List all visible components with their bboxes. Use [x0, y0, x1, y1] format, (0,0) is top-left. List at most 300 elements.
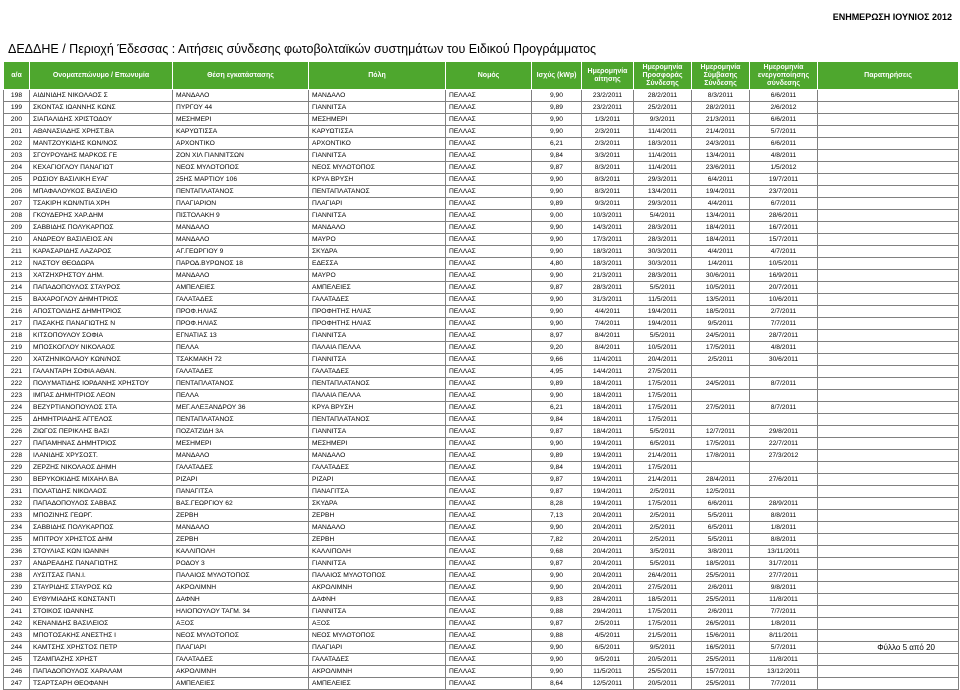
table-row — [4, 618, 959, 630]
table-cell: ΠΕΛΛΑΣ — [446, 138, 532, 150]
table-cell: ΠΑΠΑΔΟΠΟΥΛΟΣ ΧΑΡΑΛΑΜ — [30, 666, 173, 678]
table-cell — [818, 210, 959, 222]
table-cell: 7/4/2011 — [582, 318, 634, 330]
table-cell: ΠΕΛΛΑΣ — [446, 210, 532, 222]
table-cell: 27/5/2011 — [634, 582, 692, 594]
table-cell: 21/4/2011 — [634, 450, 692, 462]
table-cell: ΜΑΝΔΑΛΟ — [309, 222, 446, 234]
table-cell: 235 — [4, 534, 30, 546]
table-cell: 28/2/2011 — [692, 102, 750, 114]
table-cell — [818, 114, 959, 126]
table-row — [4, 282, 959, 294]
table-cell: 4,80 — [532, 258, 582, 270]
table-cell: 28/2/2011 — [634, 90, 692, 102]
table-cell: ΠΕΛΛΑΣ — [446, 222, 532, 234]
table-cell: 30/6/2011 — [692, 270, 750, 282]
table-cell: ΠΑΝΑΓΙΤΣΑ — [173, 486, 309, 498]
table-row — [4, 390, 959, 402]
table-cell: 6,21 — [532, 402, 582, 414]
table-cell: ΠΕΛΛΑΣ — [446, 342, 532, 354]
table-cell — [818, 330, 959, 342]
table-row — [4, 642, 959, 654]
table-cell: ΑΜΠΕΛΕΙΕΣ — [173, 282, 309, 294]
table-cell: 9,90 — [532, 246, 582, 258]
table-cell: 207 — [4, 198, 30, 210]
table-cell: 4/8/2011 — [750, 342, 818, 354]
table-cell: 199 — [4, 102, 30, 114]
column-header: Ημερομηνία Σύμβασης Σύνδεσης — [692, 62, 750, 90]
table-cell: ΠΕΛΛΑΣ — [446, 414, 532, 426]
table-cell: ΓΚΟΥΔΕΡΗΣ ΧΑΡ.ΔΗΜ — [30, 210, 173, 222]
table-cell: 29/8/2011 — [750, 426, 818, 438]
table-cell: ΠΕΛΛΑΣ — [446, 522, 532, 534]
table-cell: 226 — [4, 426, 30, 438]
table-cell: ΑΞΟΣ — [309, 618, 446, 630]
table-cell: 2/5/2011 — [634, 486, 692, 498]
table-cell: 31/3/2011 — [582, 294, 634, 306]
table-cell: 9,89 — [532, 378, 582, 390]
table-cell: 7/7/2011 — [750, 678, 818, 690]
column-header: Πόλη — [309, 62, 446, 90]
table-cell: 8/7/2011 — [750, 378, 818, 390]
table-cell: ΜΕΣΗΜΕΡΙ — [309, 438, 446, 450]
table-cell: 203 — [4, 150, 30, 162]
table-cell: ΜΑΝΔΑΛΟ — [309, 90, 446, 102]
table-row — [4, 174, 959, 186]
table-cell: 18/3/2011 — [634, 138, 692, 150]
table-cell: 6/6/2011 — [750, 138, 818, 150]
table-cell — [818, 390, 959, 402]
table-cell: ΝΕΟΣ ΜΥΛΟΤΟΠΟΣ — [309, 162, 446, 174]
table-cell: 13/4/2011 — [634, 186, 692, 198]
table-cell: ΜΑΝΔΑΛΟ — [173, 270, 309, 282]
table-cell — [692, 462, 750, 474]
table-cell: ΜΠΙΤΡΟΥ ΧΡΗΣΤΟΣ ΔΗΜ — [30, 534, 173, 546]
table-cell: ΠΡΟΦ.ΗΛΙΑΣ — [173, 306, 309, 318]
table-cell: ΠΑΛΑΙΑ ΠΕΛΛΑ — [309, 390, 446, 402]
table-cell: ΣΑΒΒΙΔΗΣ ΠΟΛΥΚΑΡΠΟΣ — [30, 222, 173, 234]
table-cell: 7,82 — [532, 534, 582, 546]
table-cell: 27/7/2011 — [750, 570, 818, 582]
page-footer: Φύλλο 5 από 20 — [877, 643, 935, 652]
table-cell: ΠΕΝΤΑΠΛΑΤΑΝΟΣ — [173, 414, 309, 426]
table-cell: 2/6/2012 — [750, 102, 818, 114]
table-cell: ΓΑΛΑΤΑΔΕΣ — [173, 366, 309, 378]
table-cell: 17/5/2011 — [634, 378, 692, 390]
table-cell: 9,89 — [532, 102, 582, 114]
table-cell: 15/7/2011 — [750, 234, 818, 246]
table-cell: 16/9/2011 — [750, 270, 818, 282]
table-cell: 6/5/2011 — [692, 522, 750, 534]
table-cell: 2/6/2011 — [692, 606, 750, 618]
table-cell: 19/4/2011 — [634, 306, 692, 318]
table-cell: ΑΓ.ΓΕΩΡΓΙΟΥ 9 — [173, 246, 309, 258]
table-cell: ΓΑΛΑΤΑΔΕΣ — [309, 294, 446, 306]
table-cell: 17/3/2011 — [582, 234, 634, 246]
table-cell: 198 — [4, 90, 30, 102]
table-cell — [818, 126, 959, 138]
table-cell: 11/8/2011 — [750, 594, 818, 606]
table-cell: ΝΕΟΣ ΜΥΛΟΤΟΠΟΣ — [173, 162, 309, 174]
table-cell: ΓΑΛΑΤΑΔΕΣ — [309, 462, 446, 474]
table-cell: 244 — [4, 642, 30, 654]
table-cell: 23/6/2011 — [692, 162, 750, 174]
table-cell: 27/5/2011 — [692, 402, 750, 414]
table-cell: 5/7/2011 — [750, 642, 818, 654]
table-row — [4, 186, 959, 198]
table-cell: ΗΛΙΟΠΟΥΛΟΥ ΤΑΓΜ. 34 — [173, 606, 309, 618]
table-cell: 30/3/2011 — [634, 258, 692, 270]
table-cell: 2/5/2011 — [582, 618, 634, 630]
table-cell: ΓΙΑΝΝΙΤΣΑ — [309, 150, 446, 162]
table-row — [4, 534, 959, 546]
table-cell: 216 — [4, 306, 30, 318]
table-cell: 9,66 — [532, 354, 582, 366]
table-cell: ΠΕΛΛΑΣ — [446, 186, 532, 198]
table-cell: 208 — [4, 210, 30, 222]
table-cell: 11/4/2011 — [582, 354, 634, 366]
table-cell: 238 — [4, 570, 30, 582]
table-cell: ΓΑΛΑΝΤΑΡΗ ΣΟΦΙΑ ΑΘΑΝ. — [30, 366, 173, 378]
table-cell — [818, 402, 959, 414]
table-cell: 23/2/2011 — [582, 90, 634, 102]
table-cell: 20/4/2011 — [582, 510, 634, 522]
table-cell: 8/8/2011 — [750, 534, 818, 546]
table-cell — [818, 294, 959, 306]
table-cell: ΙΛΑΝΙΔΗΣ ΧΡΥΣΟΣΤ. — [30, 450, 173, 462]
table-cell: ΠΕΛΛΑΣ — [446, 606, 532, 618]
table-cell: 9,84 — [532, 414, 582, 426]
table-cell: ΠΕΛΛΑΣ — [446, 630, 532, 642]
table-cell: ΑΠΟΣΤΟΛΙΔΗΣ ΔΗΜΗΤΡΙΟΣ — [30, 306, 173, 318]
table-cell: 8,64 — [532, 678, 582, 690]
table-cell: 25/5/2011 — [692, 654, 750, 666]
table-cell: 19/7/2011 — [750, 174, 818, 186]
table-cell: 6/6/2011 — [750, 90, 818, 102]
table-row — [4, 498, 959, 510]
table-cell: 9,00 — [532, 210, 582, 222]
table-cell: ΑΡΧΟΝΤΙΚΟ — [173, 138, 309, 150]
table-cell: 27/6/2011 — [750, 474, 818, 486]
table-cell: 9,87 — [532, 282, 582, 294]
table-cell: 8/4/2011 — [582, 342, 634, 354]
table-cell: 10/6/2011 — [750, 294, 818, 306]
table-cell: ΠΡΟΦ.ΗΛΙΑΣ — [173, 318, 309, 330]
table-cell: 201 — [4, 126, 30, 138]
table-cell: 17/5/2011 — [634, 402, 692, 414]
table-cell: 206 — [4, 186, 30, 198]
table-cell: ΠΛΑΓΙΑΡΙ — [309, 198, 446, 210]
table-cell: 21/4/2011 — [634, 474, 692, 486]
table-cell: 9,90 — [532, 90, 582, 102]
table-cell: ΠΕΛΛΑΣ — [446, 570, 532, 582]
table-cell — [818, 222, 959, 234]
table-cell: 6/6/2011 — [750, 114, 818, 126]
table-cell: ΠΕΛΛΑΣ — [446, 510, 532, 522]
table-cell: 25/5/2011 — [692, 570, 750, 582]
table-cell — [818, 186, 959, 198]
table-cell: ΜΑΝΔΑΛΟ — [173, 450, 309, 462]
table-cell: 30/6/2011 — [750, 354, 818, 366]
table-cell: 231 — [4, 486, 30, 498]
table-cell: ΒΑΧΑΡΟΓΛΟΥ ΔΗΜΗΤΡΙΟΣ — [30, 294, 173, 306]
table-cell: 10/5/2011 — [634, 342, 692, 354]
table-cell: 3/8/2011 — [692, 546, 750, 558]
table-cell: ΜΑΝΔΑΛΟ — [309, 522, 446, 534]
table-cell: 17/5/2011 — [634, 414, 692, 426]
table-cell: 247 — [4, 678, 30, 690]
table-cell: ΠΕΛΛΑΣ — [446, 306, 532, 318]
table-cell: 26/4/2011 — [634, 570, 692, 582]
table-cell: ΠΕΛΛΑΣ — [446, 450, 532, 462]
table-cell: 217 — [4, 318, 30, 330]
table-cell: 9/5/2011 — [692, 318, 750, 330]
table-cell: 9,68 — [532, 546, 582, 558]
table-cell — [818, 462, 959, 474]
table-cell: 9,87 — [532, 618, 582, 630]
table-cell: 214 — [4, 282, 30, 294]
table-cell: ΚΡΥΑ ΒΡΥΣΗ — [309, 402, 446, 414]
table-cell: ΠΑΝΑΓΙΤΣΑ — [309, 486, 446, 498]
table-cell: ΜΕΓ.ΑΛΕΞΑΝΔΡΟΥ 36 — [173, 402, 309, 414]
table-row — [4, 474, 959, 486]
table-cell: 18/4/2011 — [582, 414, 634, 426]
table-cell: 9/8/2011 — [750, 582, 818, 594]
table-cell: 20/4/2011 — [582, 534, 634, 546]
table-cell: ΜΠΟΤΟΣΑΚΗΣ ΑΝΕΣΤΗΣ Ι — [30, 630, 173, 642]
table-row — [4, 246, 959, 258]
table-cell: ΑΝΔΡΕΑΔΗΣ ΠΑΝΑΓΙΩΤΗΣ — [30, 558, 173, 570]
table-cell: ΡΩΣΙΟΥ ΒΑΣΙΛΙΚΗ ΕΥΑΓ — [30, 174, 173, 186]
table-cell: 9,88 — [532, 606, 582, 618]
table-cell: 9,90 — [532, 222, 582, 234]
table-cell: ΠΡΟΦΗΤΗΣ ΗΛΙΑΣ — [309, 318, 446, 330]
table-cell: ΜΕΣΗΜΕΡΙ — [309, 114, 446, 126]
table-cell: 205 — [4, 174, 30, 186]
table-cell: ΠΕΛΛΑΣ — [446, 294, 532, 306]
table-cell: 242 — [4, 618, 30, 630]
table-row — [4, 510, 959, 522]
table-cell: 241 — [4, 606, 30, 618]
table-cell: 8/3/2011 — [692, 90, 750, 102]
table-cell: 28/3/2011 — [582, 282, 634, 294]
table-row — [4, 222, 959, 234]
table-cell: 2/6/2011 — [692, 582, 750, 594]
table-cell: 209 — [4, 222, 30, 234]
table-cell: 204 — [4, 162, 30, 174]
table-cell — [818, 366, 959, 378]
table-row — [4, 582, 959, 594]
table-cell — [818, 138, 959, 150]
table-cell: ΠΕΛΛΑΣ — [446, 558, 532, 570]
table-cell: 15/7/2011 — [692, 666, 750, 678]
table-row — [4, 462, 959, 474]
table-cell: 9,90 — [532, 270, 582, 282]
table-cell: 19/4/2011 — [692, 186, 750, 198]
table-cell — [818, 234, 959, 246]
table-cell: ΠΕΛΛΑΣ — [446, 678, 532, 690]
table-cell: 9,84 — [532, 462, 582, 474]
table-cell: 1/8/2011 — [750, 522, 818, 534]
table-cell: 19/4/2011 — [582, 438, 634, 450]
table-cell: ΠΥΡΓΟΥ 44 — [173, 102, 309, 114]
table-cell — [818, 246, 959, 258]
table-cell — [818, 318, 959, 330]
table-cell: ΠΕΛΛΑΣ — [446, 330, 532, 342]
table-row — [4, 570, 959, 582]
table-cell: 8/7/2011 — [750, 402, 818, 414]
table-cell: 7/7/2011 — [750, 318, 818, 330]
table-cell: ΧΑΤΖΗΧΡΗΣΤΟΥ ΔΗΜ. — [30, 270, 173, 282]
table-cell: 6/5/2011 — [582, 642, 634, 654]
table-cell: 13/4/2011 — [692, 210, 750, 222]
table-cell: ΜΑΥΡΟ — [309, 270, 446, 282]
table-cell — [692, 366, 750, 378]
table-row — [4, 366, 959, 378]
table-cell — [692, 414, 750, 426]
table-cell: 17/5/2011 — [634, 618, 692, 630]
table-cell: ΣΤΟΙΚΟΣ ΙΩΑΝΝΗΣ — [30, 606, 173, 618]
table-cell: ΣΚΥΔΡΑ — [309, 498, 446, 510]
table-cell: 17/5/2011 — [634, 498, 692, 510]
table-cell: 7,13 — [532, 510, 582, 522]
table-cell: ΡΟΔΟΥ 3 — [173, 558, 309, 570]
table-cell: ΚΕΝΑΝΙΔΗΣ ΒΑΣΙΛΕΙΟΣ — [30, 618, 173, 630]
table-cell: ΔΗΜΗΤΡΙΑΔΗΣ ΑΓΓΕΛΟΣ — [30, 414, 173, 426]
table-cell: 9/3/2011 — [582, 198, 634, 210]
table-cell — [818, 534, 959, 546]
table-cell: 4/4/2011 — [692, 246, 750, 258]
table-row — [4, 150, 959, 162]
table-cell — [818, 594, 959, 606]
table-cell: 18/5/2011 — [692, 558, 750, 570]
table-cell: ΜΠΟΣΚΟΓΛΟΥ ΝΙΚΟΛΑΟΣ — [30, 342, 173, 354]
table-row — [4, 330, 959, 342]
table-cell: 28/4/2011 — [692, 474, 750, 486]
table-cell: 11/4/2011 — [634, 126, 692, 138]
table-row — [4, 654, 959, 666]
table-cell: 246 — [4, 666, 30, 678]
table-row — [4, 666, 959, 678]
table-cell: 220 — [4, 354, 30, 366]
table-cell: ΠΕΛΛΑΣ — [446, 366, 532, 378]
table-cell: ΠΕΛΛΑΣ — [446, 438, 532, 450]
table-cell: ΙΜΠΑΣ ΔΗΜΗΤΡΙΟΣ ΛΕΟΝ — [30, 390, 173, 402]
table-cell: ΚΕΧΑΓΙΟΓΛΟΥ ΠΑΝΑΓΙΩΤ — [30, 162, 173, 174]
table-cell: 9,87 — [532, 162, 582, 174]
table-cell — [818, 378, 959, 390]
table-cell: 18/4/2011 — [582, 390, 634, 402]
table-row — [4, 522, 959, 534]
table-cell: 5/5/2011 — [634, 558, 692, 570]
table-cell: 8/3/2011 — [582, 186, 634, 198]
table-cell: 11/8/2011 — [750, 654, 818, 666]
table-cell: 18/4/2011 — [692, 234, 750, 246]
table-cell: 29/3/2011 — [634, 198, 692, 210]
table-cell: 4/7/2011 — [750, 246, 818, 258]
table-cell: 9,90 — [532, 174, 582, 186]
table-cell: 8,28 — [532, 498, 582, 510]
table-cell: 18/5/2011 — [634, 594, 692, 606]
table-cell: 9/5/2011 — [582, 654, 634, 666]
table-cell: ΜΕΣΗΜΕΡΙ — [173, 438, 309, 450]
table-cell: ΠΟΛΥΜΑΤΙΔΗΣ ΙΟΡΔΑΝΗΣ ΧΡΗΣΤΟΥ — [30, 378, 173, 390]
table-cell: ΜΕΣΗΜΕΡΙ — [173, 114, 309, 126]
table-row — [4, 354, 959, 366]
table-cell: ΑΚΡΟΛΙΜΝΗ — [309, 666, 446, 678]
table-cell: 6/4/2011 — [692, 174, 750, 186]
table-cell: 9,89 — [532, 450, 582, 462]
table-cell: 10/5/2011 — [692, 282, 750, 294]
table-cell: ΚΑΡΥΩΤΙΣΣΑ — [173, 126, 309, 138]
table-cell: ΠΕΝΤΑΠΛΑΤΑΝΟΣ — [309, 414, 446, 426]
table-cell: 13/5/2011 — [692, 294, 750, 306]
table-cell: 9,88 — [532, 630, 582, 642]
table-cell: 21/5/2011 — [634, 630, 692, 642]
table-cell: 8/3/2011 — [582, 174, 634, 186]
table-cell — [818, 582, 959, 594]
table-cell: 245 — [4, 654, 30, 666]
table-cell: ΔΑΦΝΗ — [309, 594, 446, 606]
table-cell: 5/5/2011 — [692, 534, 750, 546]
column-header: Θέση εγκατάστασης — [173, 62, 309, 90]
table-row — [4, 546, 959, 558]
table-row — [4, 294, 959, 306]
table-cell: 8/11/2011 — [750, 630, 818, 642]
table-row — [4, 318, 959, 330]
table-cell: 18/4/2011 — [692, 222, 750, 234]
table-cell: 202 — [4, 138, 30, 150]
table-cell: ΠΕΛΛΑΣ — [446, 594, 532, 606]
table-cell — [818, 654, 959, 666]
table-cell: 25ΗΣ ΜΑΡΤΙΟΥ 106 — [173, 174, 309, 186]
table-cell: 210 — [4, 234, 30, 246]
table-cell: ΜΠΟΖΙΝΗΣ ΓΕΩΡΓ. — [30, 510, 173, 522]
table-cell: ΖΟΝ ΧΙΛ ΓΙΑΝΝΙΤΣΩΝ — [173, 150, 309, 162]
table-cell: ΓΙΑΝΝΙΤΣΑ — [309, 426, 446, 438]
table-cell: ΠΕΛΛΑΣ — [446, 258, 532, 270]
table-cell: 9,90 — [532, 306, 582, 318]
table-cell — [818, 198, 959, 210]
table-cell: ΠΕΛΛΑΣ — [446, 102, 532, 114]
table-cell: 212 — [4, 258, 30, 270]
table-cell: ΓΑΛΑΤΑΔΕΣ — [309, 366, 446, 378]
table-cell: 15/6/2011 — [692, 630, 750, 642]
table-cell — [750, 462, 818, 474]
column-header: Ημερομηνία ενεργοποίησης σύνδεσης — [750, 62, 818, 90]
table-cell: 18/3/2011 — [582, 258, 634, 270]
column-header: Ημερομηνία αίτησης — [582, 62, 634, 90]
table-row — [4, 342, 959, 354]
table-cell: ΜΑΝΔΑΛΟ — [173, 234, 309, 246]
table-cell: 31/7/2011 — [750, 558, 818, 570]
table-cell: ΕΔΕΣΣΑ — [309, 258, 446, 270]
table-cell: ΓΙΑΝΝΙΤΣΑ — [309, 102, 446, 114]
table-cell: 219 — [4, 342, 30, 354]
table-cell: 28/4/2011 — [582, 594, 634, 606]
table-cell: 11/5/2011 — [582, 666, 634, 678]
table-cell: 24/3/2011 — [692, 138, 750, 150]
table-cell: ΠΕΛΛΑΣ — [446, 582, 532, 594]
table-cell: ΠΕΛΛΑΣ — [446, 282, 532, 294]
table-cell: ΠΟΖΑΤΖΙΔΗ 3Α — [173, 426, 309, 438]
table-cell: ΠΕΛΛΑΣ — [446, 402, 532, 414]
table-cell: 30/3/2011 — [634, 246, 692, 258]
table-row — [4, 102, 959, 114]
table-cell: ΣΑΒΒΙΔΗΣ ΠΟΛΥΚΑΡΠΟΣ — [30, 522, 173, 534]
table-cell: 1/4/2011 — [692, 258, 750, 270]
column-header: Ισχύς (kWp) — [532, 62, 582, 90]
